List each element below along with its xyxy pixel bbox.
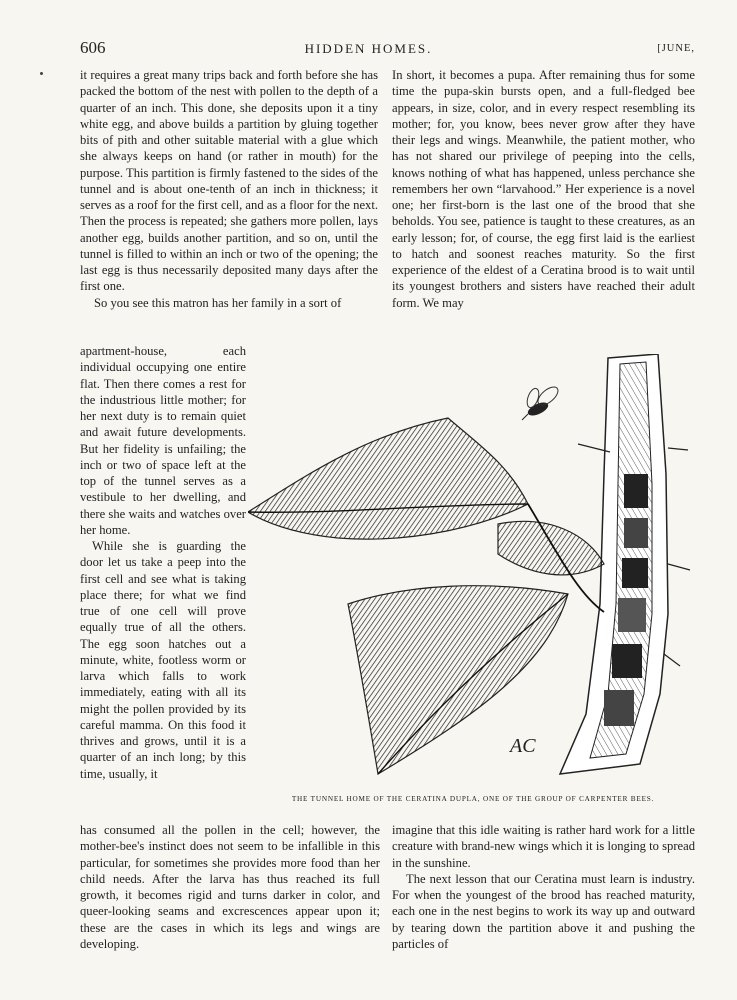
stray-ink-dot xyxy=(40,72,43,75)
paragraph: apartment-house, each individual occupying one entire flat. Then there comes a rest for the industrious little mother; for her next duty is to remain quiet and await future developments. But her fidelity is unfailing; the inch or two of space left at the top of the tunnel serves as a vestibule to her dwelling, and there she waits and watches over her home. xyxy=(80,344,246,537)
leaf-engraving xyxy=(248,418,604,774)
paragraph: imagine that this idle waiting is rather hard work for a little creature with brand-new wings which it is longing to spread in the sunshine. xyxy=(392,823,695,870)
paragraph: it requires a great many trips back and forth before she has packed the bottom of the nest with pollen to the depth of a quarter of an inch. This done, she deposits upon it a tiny white egg, and above builds a partition by gluing together bits of pith and other suitable material with a glue which she always keeps on hand (or rather in mouth) for the purpose. This partition is firmly fastened to the sides of the tunnel and is about one-tenth of an inch in thickness; it serves as a roof for the first cell, and as a floor for the next. Then the process is repeated; she gathers more pollen, lays another egg, builds another partition, and so on, until the tunnel is filled to within an inch or two of the opening; the last egg is thus necessarily deposited many days after the first one. xyxy=(80,68,378,294)
bramble-engraving-illustration xyxy=(248,354,698,790)
paragraph: has consumed all the pollen in the cell; however, the mother-bee's instinct does not seem to be infallible in this particular, for sometimes she provides more food than her child needs. After the larva has thus reached its full growth, it becomes rigid and turns darker in color, and queer-looking seams and excrescences appear upon it; these are the cases in which its legs and wings are developing. xyxy=(80,823,380,951)
page-number: 606 xyxy=(80,38,106,57)
paragraph: The next lesson that our Ceratina must learn is industry. For when the youngest of the brood has reached maturity, each one in the nest begins to work its way up and outward by tearing down the partition above it and pushing the particles of xyxy=(392,871,695,951)
paragraph: So you see this matron has her family in a sort of xyxy=(94,295,342,310)
left-column-bottom xyxy=(80,822,380,952)
left-column-top xyxy=(80,67,378,311)
running-title: HIDDEN HOMES. xyxy=(304,41,433,56)
running-month: [JUNE, xyxy=(657,43,695,54)
right-column-bottom xyxy=(392,822,695,952)
left-column-wrap xyxy=(80,343,246,782)
paragraph: In short, it becomes a pupa. After remaining thus for some time the pupa-skin bursts open, and a full-fledged bee appears, in size, color, and in every respect resembling its mother; for, you know, bees never grow after they have their legs and wings. Meanwhile, the patient mother, who has not shared our privilege of peeping into the cells, knows nothing of what has happened, unless perchance she remembers her own “larvahood.” Her experience is a novel one; her first-born is the last one of the brood that she beholds. You see, patience is taught to these creatures, as an early lesson; for, of course, the egg first laid is the earliest to hatch and soonest reaches maturity. So the first experience of the eldest of a Ceratina brood is to wait until its youngest brothers and sisters have reached their adult form. We may xyxy=(392,68,695,310)
right-column-top xyxy=(392,67,695,311)
paragraph: While she is guarding the door let us take a peep into the first cell and see what is taking place there; for what we find true of one cell will prove equally true of all the others. The egg soon hatches out a minute, white, footless worm or larva which falls to work immediately, eating with all its might the pollen provided by its careful mamma. On this food it thrives and grows, until it is a quarter of an inch long; by this time, usually, it xyxy=(80,539,246,781)
bee-icon xyxy=(522,384,561,420)
figure-caption: THE TUNNEL HOME OF THE CERATINA DUPLA, ONE OF THE GROUP OF CARPENTER BEES. xyxy=(291,795,655,803)
artist-signature: AC xyxy=(510,735,536,757)
